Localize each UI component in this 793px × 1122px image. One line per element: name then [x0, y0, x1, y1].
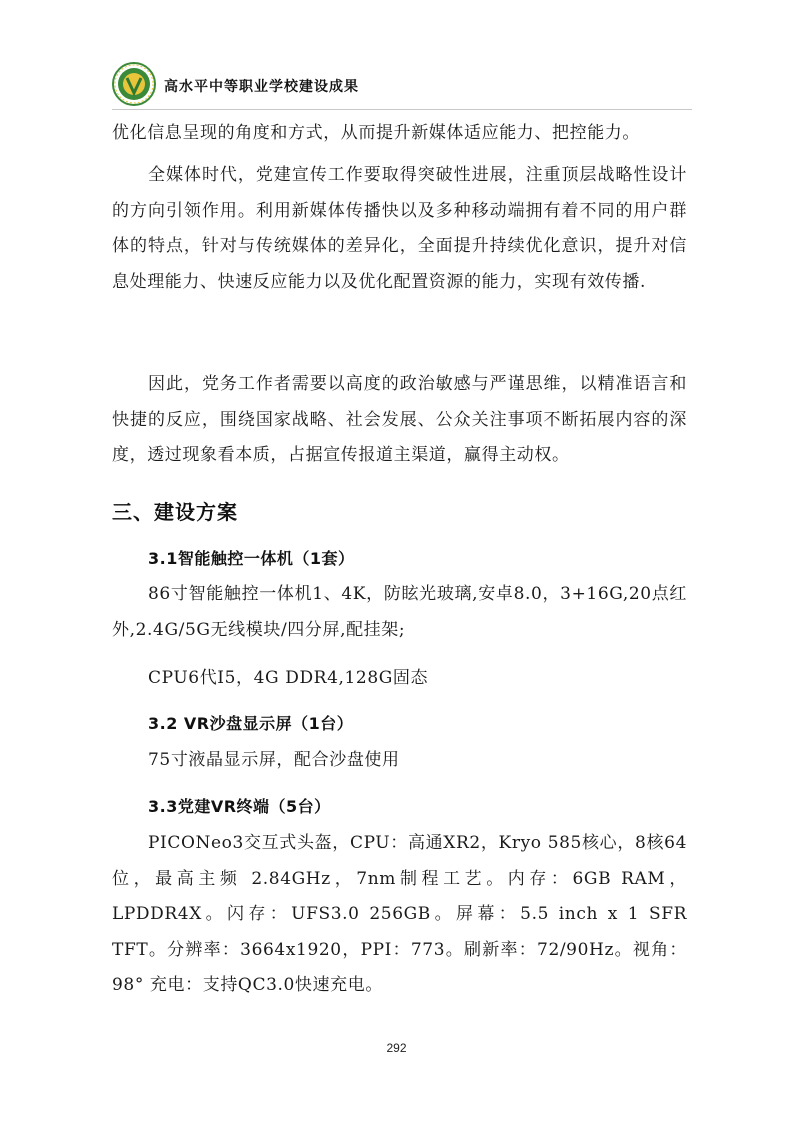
page-header: [112, 62, 692, 108]
school-logo-icon: [112, 62, 156, 106]
body-paragraph-3: 因此，党务工作者需要以高度的政治敏感与严谨思维，以精准语言和快捷的反应，围绕国家战略、社会发展、公众关注事项不断拓展内容的深度，透过现象看本质，占据宣传报道主渠道，赢得主动权。: [112, 374, 687, 465]
header-divider: [112, 109, 692, 110]
subsection-heading-3-2: 3.2 VR沙盘显示屏（1台）: [148, 714, 354, 733]
body-paragraph-2: 全媒体时代，党建宣传工作要取得突破性进展，注重顶层战略性设计的方向引领作用。利用新媒体传播快以及多种移动端拥有着不同的用户群体的特点，针对与传统媒体的差异化，全面提升持续优化意识，提升对信息处理能力、快速反应能力以及优化配置资源的能力，实现有效传播.: [112, 165, 687, 292]
spec-paragraph-3-2: 75寸液晶显示屏，配合沙盘使用: [148, 750, 400, 770]
spec-paragraph-3-1-a: 86寸智能触控一体机1、4K，防眩光玻璃,安卓8.0，3+16G,20点红外,2.4G/5G无线模块/四分屏,配挂架;: [112, 584, 687, 640]
subsection-heading-3-3: 3.3党建VR终端（5台）: [148, 797, 331, 816]
spec-paragraph-3-1-b: CPU6代I5，4G DDR4,128G固态: [148, 668, 429, 688]
header-title: 高水平中等职业学校建设成果: [164, 79, 359, 95]
subsection-heading-3-1: 3.1智能触控一体机（1套）: [148, 549, 355, 568]
spec-paragraph-3-3: PICONeo3交互式头盔，CPU：高通XR2，Kryo 585核心，8核64位，最高主频 2.84GHz，7nm制程工艺。内存：6GB RAM，LPDDR4X。闪存：UFS3.0 256GB。屏幕：5.5 inch x 1 SFR TFT。分辨率：3664x1920，PPI：773。刷新率：72/90Hz。视角：98° 充电：支持QC3.0快速充电。: [112, 833, 688, 995]
body-paragraph-1: 优化信息呈现的角度和方式，从而提升新媒体适应能力、把控能力。: [112, 123, 640, 143]
section-heading-3: 三、建设方案: [112, 500, 238, 524]
page-number: 292: [386, 1041, 407, 1055]
